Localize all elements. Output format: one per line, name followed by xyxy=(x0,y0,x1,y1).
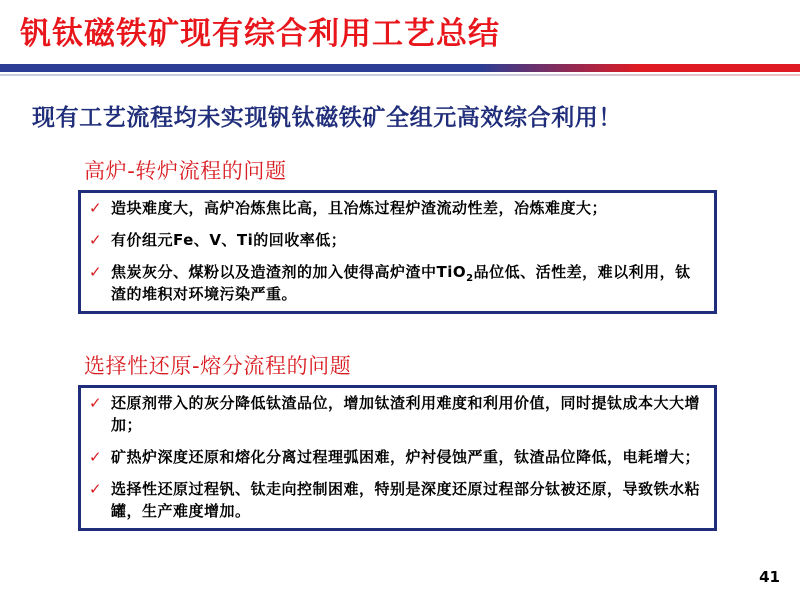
list-item-text: 有价组元Fe、V、Ti的回收率低； xyxy=(111,231,347,249)
checkmark-icon: ✓ xyxy=(89,394,103,412)
list-item-text: 造块难度大，高炉冶炼焦比高，且冶炼过程炉渣流动性差，冶炼难度大； xyxy=(111,199,608,217)
list-item-text: 还原剂带入的灰分降低钛渣品位，增加钛渣利用难度和利用价值，同时提钛成本大大增加； xyxy=(111,394,701,434)
list-item-text-after: 品位低、活性差，难以利用，钛渣的堆积对环境污染严重。 xyxy=(111,263,691,303)
page-number: 41 xyxy=(759,568,780,586)
list-item xyxy=(89,197,704,219)
title-divider-thin xyxy=(0,74,800,76)
issues-box-blast-furnace xyxy=(78,190,717,314)
checkmark-icon: ✓ xyxy=(89,231,103,249)
issues-box-selective-reduction xyxy=(78,385,717,531)
checkmark-icon: ✓ xyxy=(89,263,103,281)
section-title-blast-furnace: 高炉-转炉流程的问题 xyxy=(84,159,287,183)
list-item-text: 矿热炉深度还原和熔化分离过程理弧困难，炉衬侵蚀严重，钛渣品位降低，电耗增大； xyxy=(111,448,701,466)
section-title-selective-reduction: 选择性还原-熔分流程的问题 xyxy=(84,354,352,378)
checkmark-icon: ✓ xyxy=(89,199,103,217)
list-item-text xyxy=(111,261,704,305)
list-item xyxy=(89,261,704,305)
headline: 现有工艺流程均未实现钒钛磁铁矿全组元高效综合利用！ xyxy=(32,105,622,131)
list-item-text-before: 焦炭灰分、煤粉以及造渣剂的加入使得高炉渣中TiO xyxy=(111,263,467,281)
list-item xyxy=(89,478,704,522)
title-divider-bar xyxy=(0,64,800,72)
list-item-text: 选择性还原过程钒、钛走向控制困难，特别是深度还原过程部分钛被还原，导致铁水粘罐，生产难度增加。 xyxy=(111,480,701,520)
checkmark-icon: ✓ xyxy=(89,448,103,466)
slide-title: 钒钛磁铁矿现有综合利用工艺总结 xyxy=(20,16,500,52)
list-item xyxy=(89,446,704,468)
list-item xyxy=(89,392,704,436)
subscript: 2 xyxy=(466,273,474,284)
list-item xyxy=(89,229,704,251)
checkmark-icon: ✓ xyxy=(89,480,103,498)
